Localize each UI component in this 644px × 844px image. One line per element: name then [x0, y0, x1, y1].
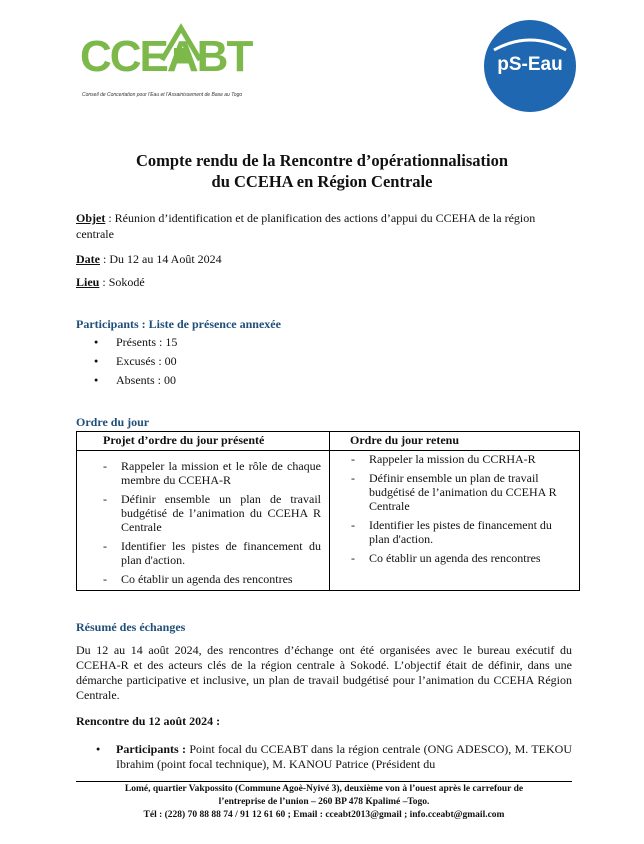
footer [76, 783, 572, 822]
agenda-col1-header: Projet d’ordre du jour présenté [103, 433, 265, 447]
footer-contact: Tél : (228) 70 88 88 74 / 91 12 61 60 ; Email : cceabt2013@gmail ; info.cceabt@gmail.com [143, 810, 505, 820]
list-item: - Définir ensemble un plan de travail budgétisé de l’animation du CCEHA R Centrale [103, 492, 321, 534]
list-item: - Identifier les pistes de financement du plan d'action. [351, 518, 552, 546]
table-header-rule [77, 450, 579, 451]
objet-label: Objet [76, 211, 106, 225]
list-item: - Rappeler la mission et le rôle de chaque membre du CCEHA-R [103, 459, 321, 487]
agenda-col1 [99, 459, 321, 591]
list-item: - Identifier les pistes de financement du plan d'action. [103, 539, 321, 567]
date-value: Du 12 au 14 Août 2024 [109, 252, 222, 266]
objet-value: Réunion d’identification et de planification des actions d’appui du CCEHA de la région [114, 211, 536, 225]
summary-heading: Résumé des échanges [76, 620, 186, 634]
list-item: - Co établir un agenda des rencontres [103, 572, 293, 586]
list-item: - Rappeler la mission du CCRHA-R [351, 452, 536, 466]
meeting-participants-text: Point focal du CCEABT dans la région centrale (ONG ADESCO), M. TEKOU Ibrahim (point focal technique), M. KANOU Patrice (Président du [116, 742, 573, 771]
list-item: - Co établir un agenda des rencontres [351, 551, 541, 565]
lieu-value: Sokodé [108, 275, 145, 289]
date-row: Date : Du 12 au 14 Août 2024 [76, 252, 222, 266]
objet-row: Objet : Réunion d’identification et de planification des actions d’appui du CCEHA de la région [76, 211, 536, 225]
title-line-1: Compte rendu de la Rencontre d’opérationnalisation [135, 151, 509, 170]
table-divider [329, 432, 330, 590]
meeting-participants-item [76, 742, 572, 772]
date-label: Date [76, 252, 100, 266]
objet-value-cont: centrale [76, 227, 114, 241]
cceabt-logo-tagline: Conseil de Concertation pour l'Eau et l'Assainissement de Base au Togo [82, 92, 243, 98]
list-item: - Définir ensemble un plan de travail budgétisé de l’animation du CCEHA R Centrale [351, 471, 557, 513]
participants-absent: ● Absents : 00 [76, 371, 177, 390]
meeting-participants-label: Participants : [116, 742, 186, 756]
footer-address: Lomé, quartier Vakpossito (Commune Agoè-Nyivé 3), deuxième von à l’ouest après le carrefour de [124, 784, 524, 794]
agenda-col2-header: Ordre du jour retenu [350, 433, 460, 447]
pseau-logo [484, 20, 576, 112]
participants-list [76, 333, 177, 390]
cceabt-logo-text: CCEABT [80, 32, 252, 81]
document-title [0, 150, 644, 192]
summary-paragraph: Du 12 au 14 août 2024, des rencontres d’échange ont été organisées avec le bureau exécutif du CCEHA-R et des acteurs clés de la région centrale à Sokodé. L’objectif était de définir, dans une démarche participative et inclusive, un plan de travail budgétisé pour l’animation du CCEHA Région Centrale. [76, 643, 572, 702]
pseau-logo-text: pS-Eau [497, 54, 563, 75]
lieu-label: Lieu [76, 275, 100, 289]
footer-address-cont: l’entreprise de l’union – 260 BP 478 Kpalimé –Togo. [218, 797, 430, 807]
agenda-table [76, 431, 580, 591]
participants-present: ● Présents : 15 [76, 333, 177, 352]
agenda-heading: Ordre du jour [76, 415, 150, 429]
lieu-row: Lieu : Sokodé [76, 275, 145, 289]
participants-excused: ● Excusés : 00 [76, 352, 177, 371]
agenda-col2 [347, 452, 575, 570]
footer-rule [76, 781, 572, 782]
meeting-heading: Rencontre du 12 août 2024 : [76, 714, 221, 728]
cceabt-logo [80, 22, 250, 106]
title-line-2: du CCEHA en Région Centrale [211, 172, 433, 191]
bullet-icon: ● [96, 745, 101, 753]
participants-heading: Participants : Liste de présence annexée [76, 317, 281, 331]
